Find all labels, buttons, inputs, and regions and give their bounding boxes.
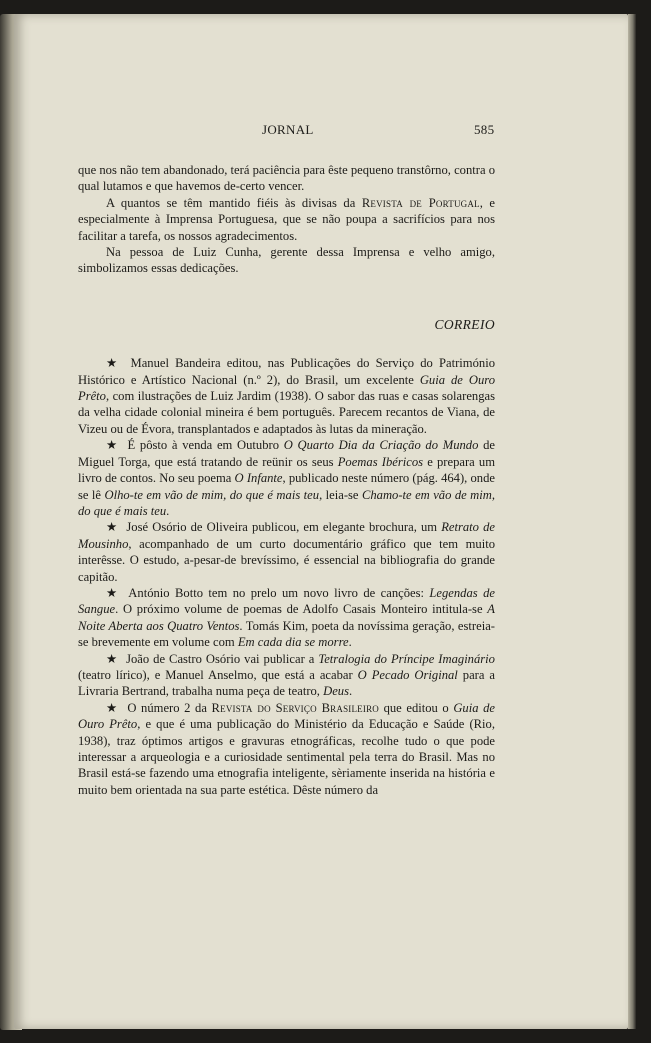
news-item: ★ É pôsto à venda em Outubro O Quarto Dia da Criação do Mundo de Miguel Torga, que está tratando de reünir os seus Poemas Ibéricos e prepara um livro de contos. No seu poema O Infante, publicado neste número (pág. 464), onde se lê Olho-te em vão de mim, do que é mais teu, leia-se Chamo-te em vão de mim, do que é mais teu. — [78, 438, 496, 518]
star-icon: ★ — [106, 520, 119, 535]
news-item: ★ António Botto tem no prelo um novo livro de canções: Legendas de Sangue. O próximo volume de poemas de Adolfo Casais Monteiro intitula-se A Noite Aberta aos Quatro Ventos. Tomás Kim, poeta da novíssima geração, estreia-se brevemente em volume com Em cada dia se morre. — [78, 585, 495, 650]
star-icon: ★ — [106, 651, 119, 666]
page-number: 585 — [474, 122, 495, 137]
star-icon: ★ — [106, 438, 119, 453]
star-icon: ★ — [106, 585, 120, 600]
page-fore-edge — [628, 14, 636, 1029]
news-item: ★ Manuel Bandeira editou, nas Publicações do Serviço do Património Histórico e Artístico Nacional (n.º 2), do Brasil, um excelente Guia de Ouro Prêto, com ilustrações de Luiz Jardim (1938). O sabor das ruas e casas solarengas da velha cidade colonial mineira é bem português. Parecem recantos de Viana, de Vizeu ou de Évora, transplantados e adaptados às lutas da mineração. — [78, 356, 496, 436]
news-item: ★ João de Castro Osório vai publicar a Tetralogia do Príncipe Imaginário (teatro lírico), e Manuel Anselmo, que está a acabar O Pecado Original para a Livraria Bertrand, trabalha numa peça de teatro, Deus. — [78, 651, 495, 699]
journal-name-smallcaps: Revista de Portugal — [361, 195, 480, 210]
page-body — [78, 162, 495, 798]
intro-paragraph-1: que nos não tem abandonado, terá paciência para êste pequeno transtôrno, contra o qual lutamos e que havemos de-certo vencer. — [78, 163, 495, 194]
news-item: ★ O número 2 da Revista do Serviço Brasileiro que editou o Guia de Ouro Prêto, e que é uma publicação do Ministério da Educação e Saúde (Rio, 1938), traz óptimos artigos e gravuras etnográficas, recolhe tudo o que pode interessar a arqueologia e a curiosidade sentimental pela terra do Brasil. Mas no Brasil está-se fazendo uma etnografia inteligente, sèriamente inserida na história e muito bem orientada na sua parte estética. Dêste número da — [78, 700, 496, 797]
journal-title: JORNAL — [262, 122, 314, 137]
star-icon: ★ — [106, 700, 119, 715]
star-icon: ★ — [106, 356, 121, 371]
running-head — [0, 122, 651, 140]
section-title: CORREIO — [434, 316, 495, 332]
news-item: ★ José Osório de Oliveira publicou, em elegante brochura, um Retrato de Mousinho, acompanhado de um curto documentário gráfico que tem muito interêsse. O estudo, a-pesar-de brevíssimo, é essencial na bibliografia do grande capitão. — [78, 520, 495, 584]
intro-paragraph-3: Na pessoa de Luiz Cunha, gerente dessa Imprensa e velho amigo, simbolizamos essas dedicações. — [78, 245, 495, 276]
intro-paragraph-2: A quantos se têm mantido fiéis às divisas da Revista de Portugal, e especialmente à Imprensa Portuguesa, que se não poupa a sacrifícios para nos facilitar a tarefa, os nossos agradecimentos. — [78, 195, 496, 243]
